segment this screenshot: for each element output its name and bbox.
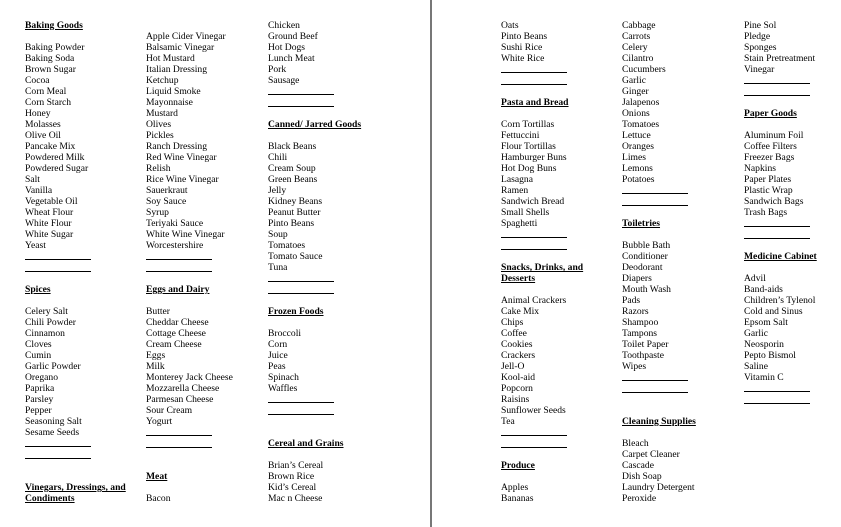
list-item: Pancake Mix [25,141,76,152]
list-item: Pads [622,295,641,306]
list-item: White Sugar [25,229,74,240]
list-item: Saline [744,361,768,372]
list-item: Razors [622,306,649,317]
list-item: Teriyaki Sauce [146,218,204,229]
list-item: Hot Dogs [268,42,306,53]
list-item: Paprika [25,383,55,394]
list-item: Spaghetti [501,218,538,229]
blank-write-in-line [744,75,810,84]
list-item: Soy Sauce [146,196,187,207]
section-title: Vinegars, Dressings, and Condiments [25,482,126,504]
blank-write-in-line [146,427,212,436]
list-item: Children’s Tylenol [744,295,816,306]
list-item: Molasses [25,119,61,130]
blank-write-in-line [268,273,334,282]
list-section [25,20,143,275]
list-item: Balsamic Vinegar [146,42,215,53]
blank-write-in-line [146,251,212,260]
list-item: Spinach [268,372,299,383]
list-section [146,31,264,275]
section-title: Snacks, Drinks, and Desserts [501,262,584,284]
blank-write-in-line [268,285,334,294]
list-item: Peas [268,361,286,372]
list-item: Olive Oil [25,130,61,141]
list-item: Yogurt [146,416,173,427]
list-item: Milk [146,361,165,372]
list-item: Mouth Wash [622,284,671,295]
section-title: Eggs and Dairy [146,284,210,295]
list-item: Sunflower Seeds [501,405,566,416]
list-item: Pledge [744,31,771,42]
blank-write-in-line [622,197,688,206]
list-section [268,438,386,504]
list-item: Animal Crackers [501,295,567,306]
list-item: Sushi Rice [501,42,543,53]
list-item: Vinegar [744,64,775,75]
list-item: Advil [744,273,766,284]
list-item: Brown Rice [268,471,315,482]
list-item: Baking Powder [25,42,85,53]
list-item: Crackers [501,350,536,361]
list-item: Pork [268,64,287,75]
list-item: Wheat Flour [25,207,74,218]
list-item: Mozzarella Cheese [146,383,220,394]
list-item: Butter [146,306,170,317]
list-item: Tuna [268,262,288,273]
list-section [25,482,143,515]
list-item: Lunch Meat [268,53,315,64]
list-item: Pepper [25,405,52,416]
list-item: White Flour [25,218,72,229]
list-item: Kool-aid [501,372,536,383]
list-section [268,20,386,110]
list-item: Cottage Cheese [146,328,206,339]
list-item: Monterey Jack Cheese [146,372,233,383]
list-item: Cream Cheese [146,339,202,350]
list-item: Juice [268,350,288,361]
list-item: Carrots [622,31,651,42]
blank-write-in-line [501,439,567,448]
list-section [501,460,619,504]
list-item: Cheddar Cheese [146,317,209,328]
list-item: Corn [268,339,288,350]
list-section [501,97,619,253]
list-item: Wipes [622,361,647,372]
blank-write-in-line [501,229,567,238]
section-title: Meat [146,471,168,482]
list-item: Cream Soup [268,163,316,174]
list-item: Yeast [25,240,46,251]
list-item: Mayonnaise [146,97,193,108]
list-item: Cabbage [622,20,656,31]
blank-write-in-line [744,218,810,227]
list-item: Ginger [622,86,649,97]
list-item: Red Wine Vinegar [146,152,217,163]
list-item: Ketchup [146,75,179,86]
list-item: Corn Meal [25,86,67,97]
page-divider [430,0,432,527]
blank-write-in-line [25,263,91,272]
list-item: Peanut Butter [268,207,321,218]
blank-write-in-line [268,86,334,95]
list-item: Eggs [146,350,166,361]
list-item: Raisins [501,394,530,405]
list-section [744,20,841,99]
list-item: Relish [146,163,171,174]
list-item: Syrup [146,207,169,218]
list-item: Powdered Sugar [25,163,89,174]
list-item: Aluminum Foil [744,130,804,141]
list-item: Parsley [25,394,54,405]
list-item: Rice Wine Vinegar [146,174,219,185]
list-item: Cake Mix [501,306,540,317]
list-item: Corn Tortillas [501,119,555,130]
list-item: Carpet Cleaner [622,449,680,460]
blank-write-in-line [501,427,567,436]
list-item: Bacon [146,493,171,504]
section-title: Medicine Cabinet [744,251,817,262]
list-item: Italian Dressing [146,64,208,75]
section-title: Spices [25,284,51,295]
list-section [25,284,143,462]
list-item: Pinto Beans [501,31,548,42]
list-item: Bleach [622,438,649,449]
list-item: Lemons [622,163,653,174]
blank-write-in-line [25,251,91,260]
list-item: Soup [268,229,288,240]
list-item: Baking Soda [25,53,75,64]
list-item: Peroxide [622,493,657,504]
list-item: Toilet Paper [622,339,669,350]
list-item: Broccoli [268,328,302,339]
blank-write-in-line [25,450,91,459]
list-item: Jelly [268,185,287,196]
list-item: Pine Sol [744,20,777,31]
blank-write-in-line [622,185,688,194]
list-item: Pepto Bismol [744,350,796,361]
section-title: Frozen Foods [268,306,324,317]
list-item: Honey [25,108,51,119]
list-item: Cocoa [25,75,50,86]
list-item: Tomatoes [268,240,306,251]
list-item: Oranges [622,141,654,152]
section-title: Cleaning Supplies [622,416,696,427]
list-item: Limes [622,152,646,163]
list-item: Toothpaste [622,350,664,361]
list-item: Bananas [501,493,534,504]
section-title: Cereal and Grains [268,438,344,449]
blank-write-in-line [622,372,688,381]
list-section [268,119,386,297]
section-title: Baking Goods [25,20,83,31]
section-title: Produce [501,460,535,471]
section-title: Paper Goods [744,108,797,119]
list-item: Sour Cream [146,405,193,416]
list-item: Vitamin C [744,372,784,383]
list-item: Parmesan Cheese [146,394,214,405]
list-item: Popcorn [501,383,533,394]
blank-write-in-line [622,384,688,393]
list-item: Stain Pretreatment [744,53,816,64]
list-item: Mac n Cheese [268,493,323,504]
list-item: Powdered Milk [25,152,85,163]
list-item: Coffee Filters [744,141,797,152]
list-item: Cloves [25,339,52,350]
list-section [501,20,619,88]
blank-write-in-line [268,394,334,403]
list-item: Chili Powder [25,317,76,328]
blank-write-in-line [268,406,334,415]
list-section [146,471,264,504]
list-section [622,218,740,396]
blank-write-in-line [146,263,212,272]
list-item: Sandwich Bags [744,196,804,207]
list-item: Ground Beef [268,31,318,42]
list-item: Cinnamon [25,328,65,339]
list-item: Liquid Smoke [146,86,201,97]
list-item: Garlic [744,328,768,339]
list-item: Sausage [268,75,300,86]
list-item: Dish Soap [622,471,662,482]
list-item: Ranch Dressing [146,141,208,152]
list-section [622,416,740,504]
blank-write-in-line [268,98,334,107]
list-item: Corn Starch [25,97,72,108]
list-item: Jell-O [501,361,525,372]
list-item: Brian’s Cereal [268,460,324,471]
list-item: Garlic Powder [25,361,81,372]
list-item: Conditioner [622,251,668,262]
list-item: Seasoning Salt [25,416,82,427]
list-item: Laundry Detergent [622,482,695,493]
section-title: Toiletries [622,218,661,229]
list-item: White Wine Vinegar [146,229,225,240]
list-item: Sesame Seeds [25,427,80,438]
list-item: Epsom Salt [744,317,788,328]
list-item: Chili [268,152,288,163]
list-item: Oregano [25,372,59,383]
list-item: Vegetable Oil [25,196,78,207]
blank-write-in-line [25,438,91,447]
list-item: Cumin [25,350,52,361]
section-title: Pasta and Bread [501,97,569,108]
list-item: Oats [501,20,519,31]
list-item: Band-aids [744,284,783,295]
blank-write-in-line [146,439,212,448]
list-item: Vanilla [25,185,53,196]
blank-write-in-line [501,64,567,73]
list-item: Celery [622,42,648,53]
list-item: Green Beans [268,174,318,185]
list-item: Sandwich Bread [501,196,565,207]
list-section [146,284,264,451]
list-item: Cold and Sinus [744,306,803,317]
list-item: Jalapenos [622,97,660,108]
list-item: Mustard [146,108,178,119]
list-item: Tea [501,416,515,427]
blank-write-in-line [744,395,810,404]
blank-write-in-line [501,241,567,250]
list-item: Brown Sugar [25,64,76,75]
list-item: Paper Plates [744,174,792,185]
list-item: Tampons [622,328,658,339]
list-item: Lettuce [622,130,651,141]
list-section [744,108,841,242]
list-item: Waffles [268,383,298,394]
list-item: Cucumbers [622,64,666,75]
list-item: Ramen [501,185,529,196]
list-item: Small Shells [501,207,550,218]
page-right [433,0,841,527]
list-item: Freezer Bags [744,152,795,163]
section-title: Canned/ Jarred Goods [268,119,362,130]
list-item: Apple Cider Vinegar [146,31,226,42]
list-item: Hamburger Buns [501,152,567,163]
list-item: Tomatoes [622,119,660,130]
list-item: Trash Bags [744,207,788,218]
list-item: Bubble Bath [622,240,671,251]
list-item: Cookies [501,339,533,350]
blank-write-in-line [744,230,810,239]
list-item: Cilantro [622,53,654,64]
list-item: Apples [501,482,529,493]
list-item: Olives [146,119,172,130]
list-item: Fettuccini [501,130,540,141]
list-item: Coffee [501,328,527,339]
list-item: Flour Tortillas [501,141,556,152]
list-item: Chips [501,317,524,328]
list-item: Shampoo [622,317,659,328]
blank-write-in-line [744,383,810,392]
list-item: Pickles [146,130,174,141]
list-item: Celery Salt [25,306,68,317]
list-section [744,251,841,407]
list-item: Sauerkraut [146,185,188,196]
list-item: Worcestershire [146,240,204,251]
list-item: Chicken [268,20,300,31]
list-item: Black Beans [268,141,317,152]
list-item: Kid’s Cereal [268,482,317,493]
list-item: Potatoes [622,174,655,185]
list-item: Sponges [744,42,777,53]
list-item: Onions [622,108,650,119]
list-section [622,20,740,209]
blank-write-in-line [501,76,567,85]
list-item: Napkins [744,163,776,174]
list-item: Deodorant [622,262,663,273]
list-item: Pinto Beans [268,218,315,229]
list-item: Kidney Beans [268,196,323,207]
list-item: Diapers [622,273,652,284]
list-item: Garlic [622,75,646,86]
list-item: Hot Mustard [146,53,195,64]
list-item: Tomato Sauce [268,251,323,262]
list-item: Lasagna [501,174,533,185]
list-section [501,262,619,451]
blank-write-in-line [744,87,810,96]
list-item: White Rice [501,53,545,64]
list-item: Hot Dog Buns [501,163,557,174]
list-item: Neosporin [744,339,784,350]
list-item: Salt [25,174,40,185]
list-item: Cascade [622,460,654,471]
list-section [268,306,386,418]
list-item: Plastic Wrap [744,185,793,196]
